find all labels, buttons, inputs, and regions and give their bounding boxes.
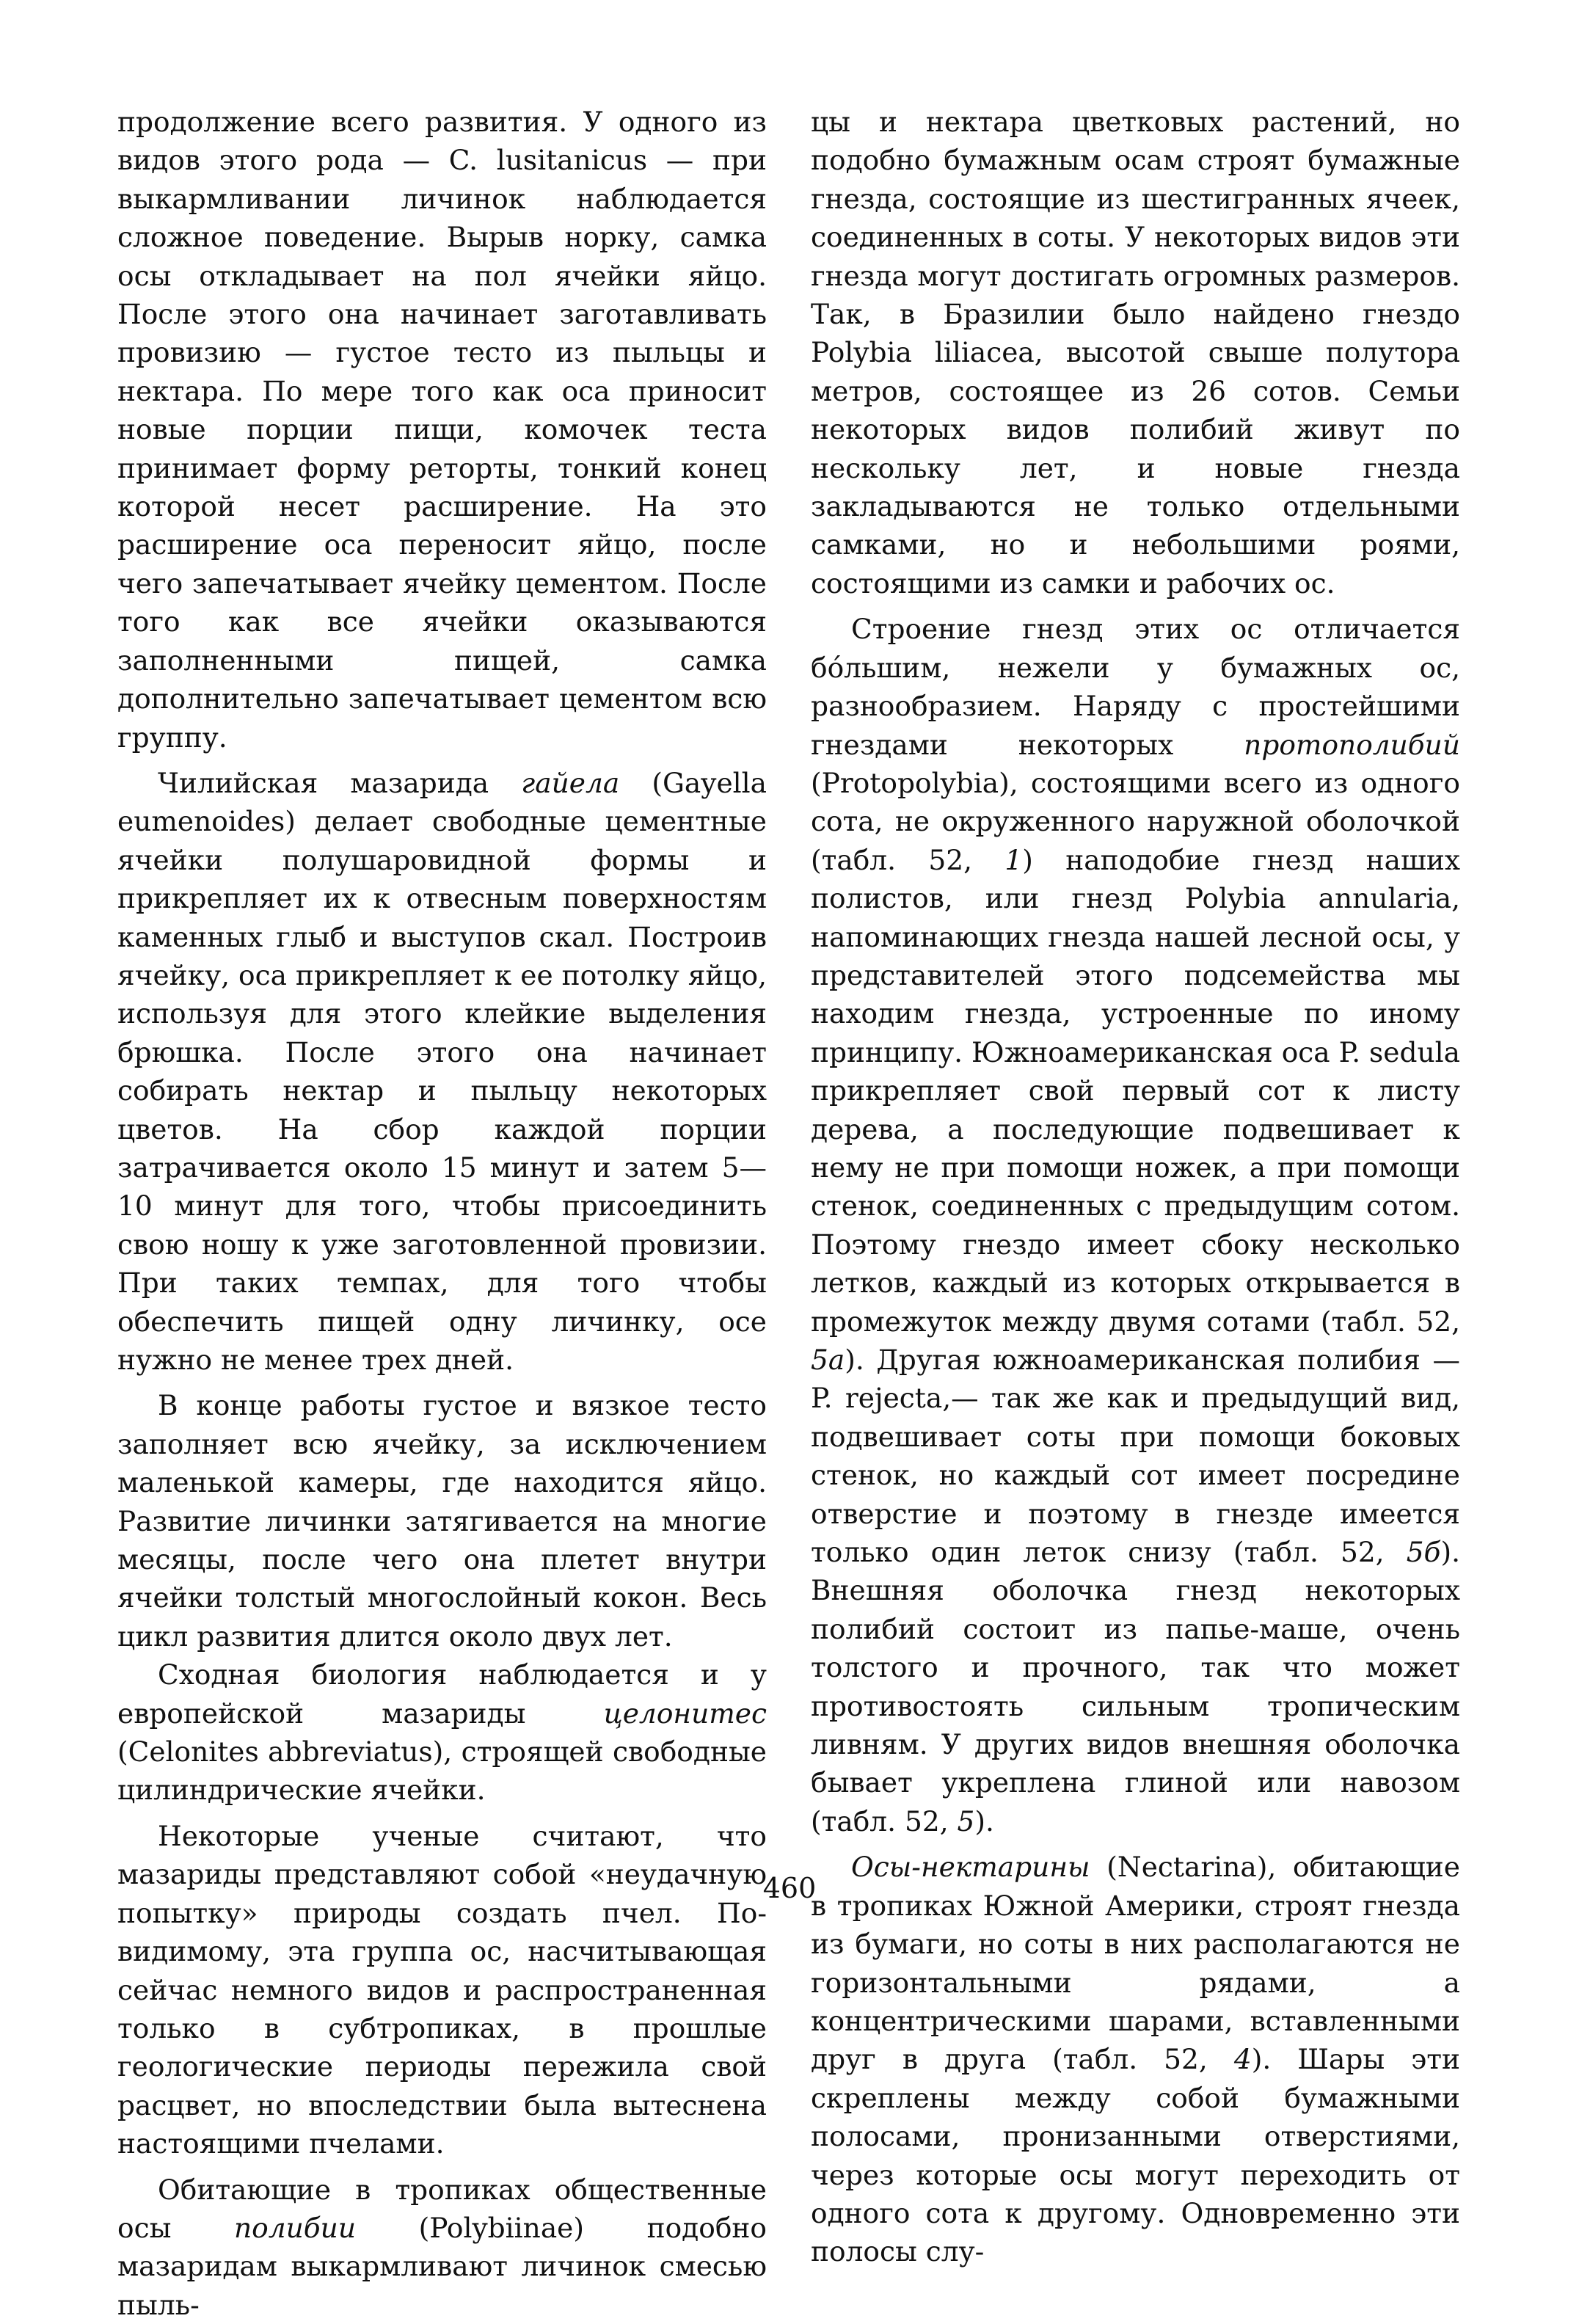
paragraph: цы и нектара цветковых растений, но подобно бумажным осам строят бумажные гнезда, состоящие из шестигранных ячеек, соединенных в соты. У некоторых видов эти гнезда могут достигать огромных размеров. Так, в Бразилии было найдено гнездо Polybia liliacea, высотой свыше полутора метров, состоящее из 26 сотов. Семьи некоторых видов полибий живут по нескольку лет, и новые гнезда закладываются не только отдельными самками, но и небольшими роями, состоящими из самки и рабочих ос. [811, 106, 1460, 600]
italic-figure-ref: 5 [957, 1804, 975, 1837]
text-run: ). Шары эти скреплены между собой бумажными полосами, пронизанными отверстиями, через которые осы могут переходить от одного сота к другому. Одновременно эти полосы слу- [811, 2043, 1460, 2268]
text-run: ). [974, 1804, 994, 1837]
paragraph [117, 1655, 767, 1810]
paragraph: продолжение всего развития. У одного из видов этого рода — C. lusitanicus — при выкармливании личинок наблюдается сложное поведение. Вырыв норку, самка осы откладывает на пол ячейки яйцо. После этого она начинает заготавливать провизию — густое тесто из пыльцы и нектара. По мере того как оса приносит новые порции пищи, комочек теста принимает форму реторты, тонкий конец которой несет расширение. На это расширение оса переносит яйцо, после чего запечатывает ячейку цементом. После того как все ячейки оказываются заполненными пищей, самка дополнительно запечатывает цементом всю группу. [117, 106, 767, 754]
text-run: (Protopolybia), состоящими всего из одного сота, не окруженного наружной оболочкой (табл. 52, [811, 766, 1460, 876]
right-column [811, 103, 1460, 2271]
text-run: Сходная биология наблюдается и у европейской мазариды [117, 1658, 767, 1730]
paragraph [811, 610, 1460, 1840]
text-run: Чилийская мазарида [158, 766, 522, 799]
text-run: ) наподобие гнезд наших полистов, или гнезд Polybia annularia, напоминающих гнезда нашей лесной осы, у представителей этого подсемейства мы находим гнезда, устроенные по иному принципу. Южноамериканская оса P. sedula прикрепляет свой первый сот к листу дерева, а последующие подвешивает к нему не при помощи ножек, а при помощи стенок, соединенных с предыдущим сотом. Поэтому гнездо имеет сбоку несколько летков, каждый из которых открывается в промежуток между двумя сотами (табл. 52, [811, 843, 1461, 1338]
text-run: Обитающие в тропиках общественные осы [117, 2173, 767, 2244]
italic-term: полибии [234, 2211, 356, 2244]
italic-term: целонитес [603, 1697, 767, 1730]
paragraph [811, 1848, 1460, 2270]
italic-term: гайела [521, 766, 620, 799]
italic-figure-ref: 1 [1004, 843, 1023, 876]
italic-term: Осы-нектарины [851, 1851, 1090, 1884]
text-run: (Nectarina), обитающие в тропиках Южной Америки, строят гнезда из бумаги, но соты в них располагаются не горизонтальными рядами, а концентрическими шарами, вставленными друг в друга (табл. 52, [811, 1851, 1460, 2076]
paragraph: Некоторые ученые считают, что мазариды представляют собой «неудачную попытку» природы создать пчел. По-видимому, эта группа ос, насчитывающая сейчас немного видов и распространенная только в субтропиках, в прошлые геологические периоды пережила свой расцвет, но впоследствии была вытеснена настоящими пчелами. [117, 1819, 767, 2160]
text-run: ). Внешняя оболочка гнезд некоторых полибий состоит из папье-маше, очень толстого и прочного, так что может противостоять сильным тропическим ливням. У других видов внешняя оболочка бывает укреплена глиной или навозом (табл. 52, [811, 1536, 1460, 1837]
italic-term: протополибий [1244, 728, 1460, 761]
text-run: (Gayella eumenoides) делает свободные цементные ячейки полушаровидной формы и прикрепляет их к отвесным поверхностям каменных глыб и выступов скал. Построив ячейку, оса прикрепляет к ее потолку яйцо, используя для этого клейкие выделения брюшка. После этого она начинает собирать нектар и пыльцу некоторых цветов. На сбор каждой порции затрачивается около 15 минут и затем 5—10 минут для того, чтобы присоединить свою ношу к уже заготовленной провизии. При таких темпах, для того чтобы обеспечить пищей одну личинку, осе нужно не менее трех дней. [117, 766, 767, 1376]
paragraph: В конце работы густое и вязкое тесто заполняет всю ячейку, за исключением маленькой камеры, где находится яйцо. Развитие личинки затягивается на многие месяцы, после чего она плетет внутри ячейки толстый многослойный кокон. Весь цикл развития длится около двух лет. [117, 1389, 767, 1653]
text-run: Строение гнезд этих ос отличается бóльшим, нежели у бумажных ос, разнообразием. Наряду с простейшими гнездами некоторых [811, 613, 1460, 761]
left-column [117, 103, 767, 2324]
paragraph [117, 764, 767, 1380]
page-number: 460 [762, 1872, 817, 1904]
italic-figure-ref: 5а [811, 1344, 845, 1376]
text-run: (Celonites abbreviatus), строящей свободные цилиндрические ячейки. [117, 1735, 767, 1807]
italic-figure-ref: 5б [1406, 1536, 1441, 1569]
italic-figure-ref: 4 [1233, 2043, 1252, 2076]
text-run: (Polybiinae) подобно мазаридам выкармливают личинок смесью пыль- [117, 2211, 767, 2321]
paragraph [117, 2171, 767, 2324]
text-run: ). Другая южноамериканская полибия — P. rejecta,— так же как и предыдущий вид, подвешивает соты при помощи боковых стенок, но каждый сот имеет посредине отверстие и поэтому в гнезде имеется только один леток снизу (табл. 52, [811, 1344, 1460, 1569]
